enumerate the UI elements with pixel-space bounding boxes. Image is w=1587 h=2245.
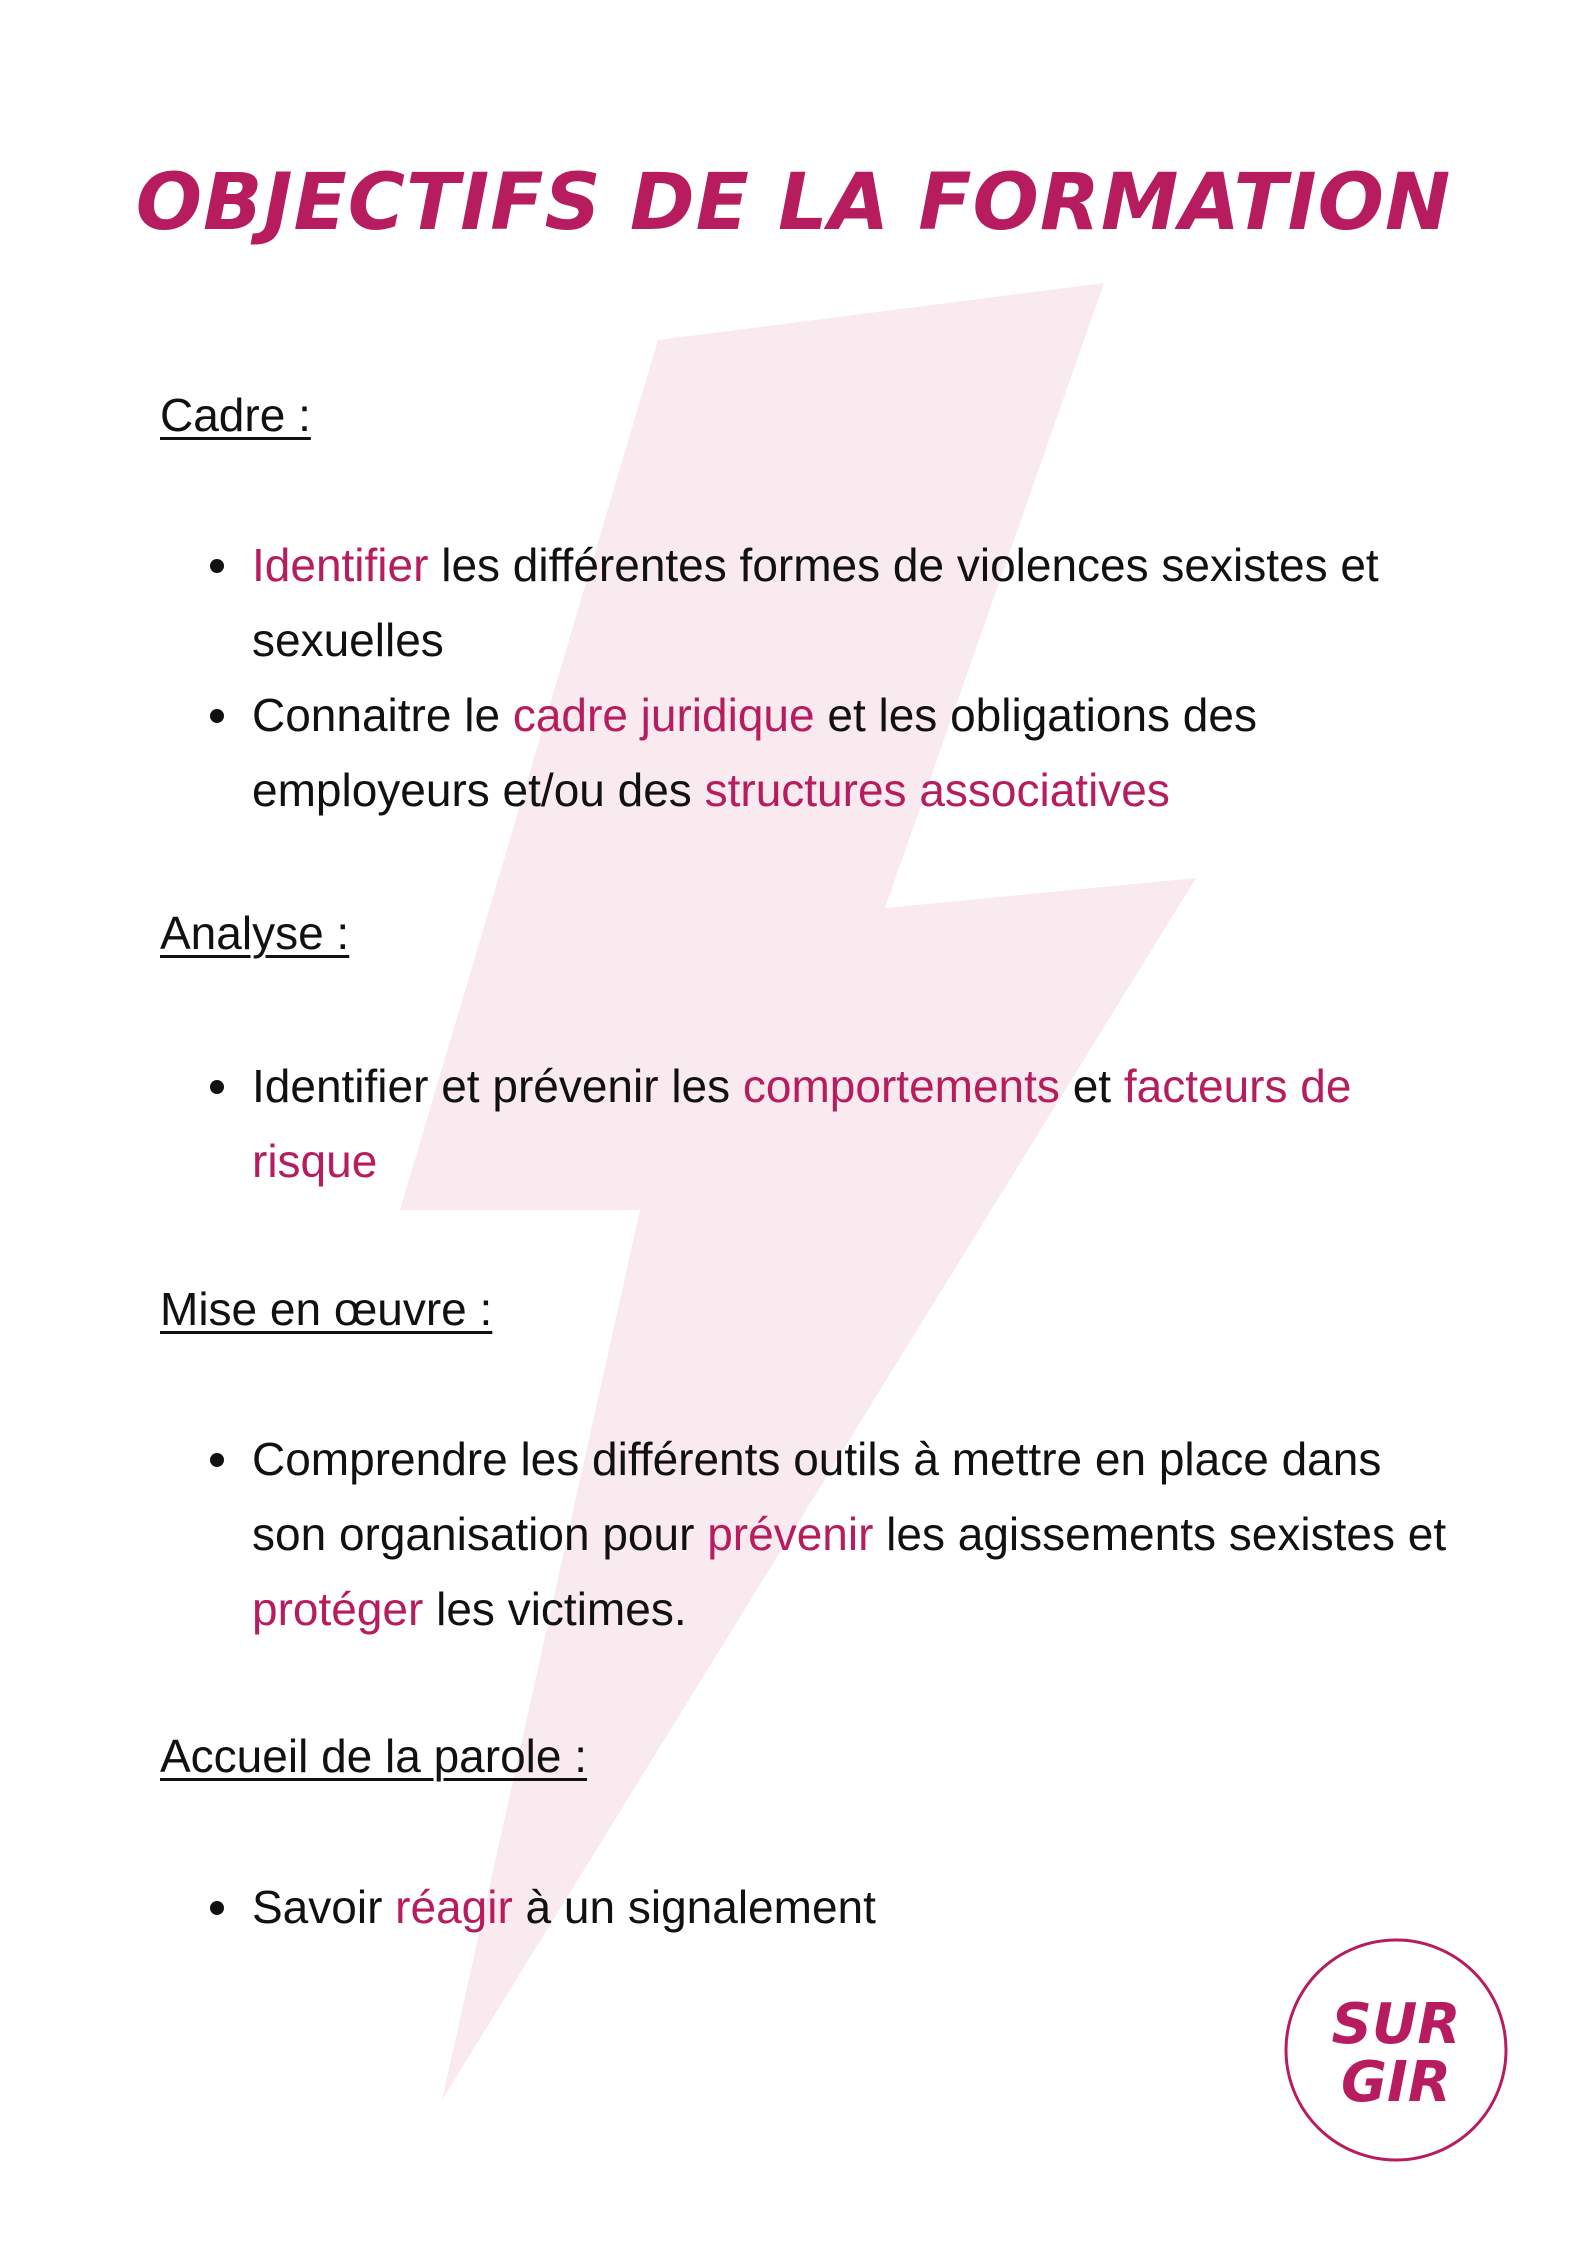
section-heading-cadre: Cadre : — [160, 389, 311, 441]
item-text: Identifier et prévenir les — [252, 1060, 743, 1112]
item-text: Connaitre le — [252, 689, 513, 741]
list-item — [200, 1049, 1460, 1199]
item-text: les différentes formes de violences sexistes et sexuelles — [252, 539, 1379, 666]
item-text: les agissements sexistes et — [873, 1508, 1447, 1560]
highlight-text: Identifier — [252, 539, 429, 591]
list-cadre — [200, 528, 1460, 828]
list-analyse — [200, 1049, 1460, 1199]
section-heading-analyse: Analyse : — [160, 907, 350, 959]
section-heading-accueil: Accueil de la parole : — [160, 1730, 588, 1782]
list-item — [200, 1870, 1460, 1945]
highlight-text: facteurs de risque — [252, 1060, 1352, 1187]
highlight-text: prévenir — [707, 1508, 874, 1560]
list-mise-en-oeuvre — [200, 1422, 1460, 1647]
highlight-text: structures associatives — [704, 764, 1170, 816]
item-text: Comprendre les différents outils à mettre en place dans son organisation pour — [252, 1433, 1382, 1560]
logo-text-bottom: GIR — [1341, 2050, 1451, 2115]
highlight-text: comportements — [742, 1060, 1060, 1112]
highlight-text: cadre juridique — [512, 689, 815, 741]
list-item — [200, 678, 1460, 828]
item-text: et les obligations des employeurs et/ou des — [252, 689, 1257, 816]
item-text: les victimes. — [423, 1583, 687, 1635]
surgir-logo — [1283, 1937, 1509, 2163]
list-item — [200, 528, 1460, 678]
highlight-text: réagir — [395, 1881, 513, 1933]
page-title: OBJECTIFS DE LA FORMATION — [135, 158, 1452, 248]
list-accueil — [200, 1870, 1460, 1945]
item-text: à un signalement — [512, 1881, 876, 1933]
logo-text-top: SUR — [1331, 1992, 1461, 2057]
item-text: et — [1059, 1060, 1124, 1112]
highlight-text: protéger — [252, 1583, 424, 1635]
list-item — [200, 1422, 1460, 1647]
item-text: Savoir — [252, 1881, 396, 1933]
section-heading-mise-en-oeuvre: Mise en œuvre : — [160, 1283, 493, 1335]
